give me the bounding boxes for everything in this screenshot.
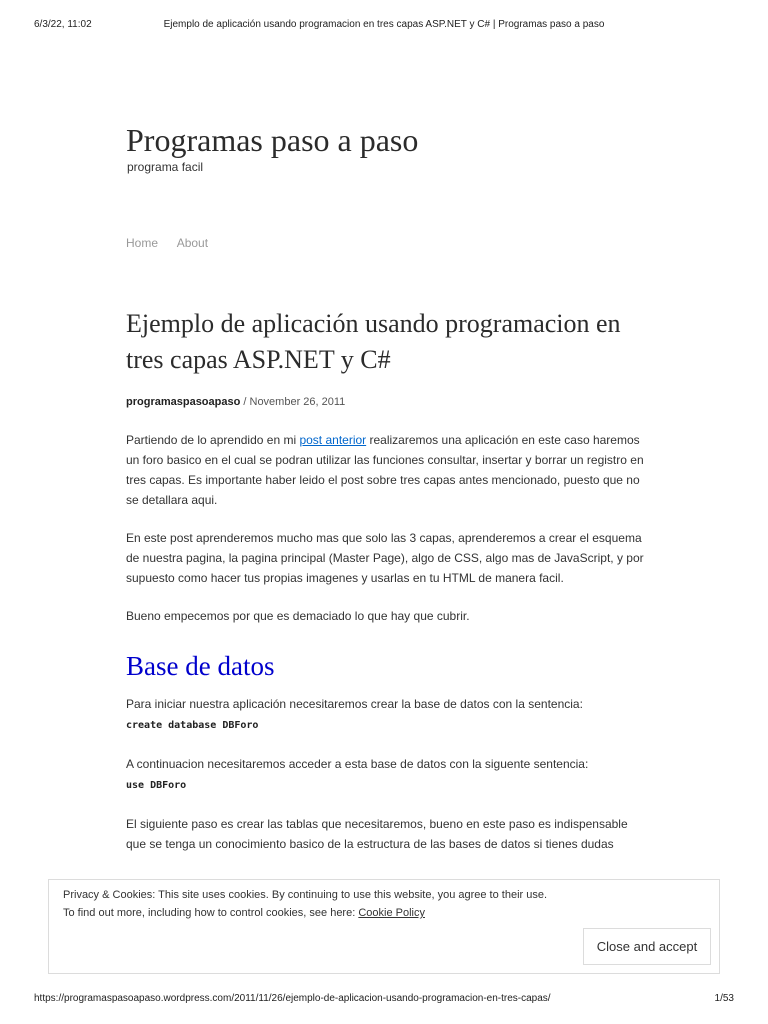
section-heading-base-de-datos: Base de datos: [126, 651, 275, 681]
print-page-number: 1/53: [714, 993, 734, 1004]
cookie-banner: [48, 879, 720, 974]
post-anterior-link[interactable]: post anterior: [299, 433, 367, 447]
post-paragraph-5: A continuacion necesitaremos acceder a esta base de datos con la siguente sentencia: use DBForo: [126, 757, 589, 791]
site-tagline: programa facil: [127, 160, 204, 174]
post-content: [126, 430, 646, 872]
post-date[interactable]: November 26, 2011: [249, 396, 346, 408]
nav-item-home[interactable]: Home: [126, 236, 159, 250]
print-footer: [0, 993, 768, 1013]
cookie-policy-link[interactable]: Cookie Policy: [358, 907, 425, 919]
close-and-accept-button[interactable]: Close and accept: [583, 928, 711, 965]
byline-separator: /: [240, 396, 250, 408]
print-date: 6/3/22, 11:02: [34, 19, 92, 30]
post-title: Ejemplo de aplicación usando programacion en tres capas ASP.NET y C#: [126, 309, 621, 374]
cookie-text: Privacy & Cookies: This site uses cookies. By continuing to use this website, you agree to their use. To find out more, including how to control cookies, see here: Cookie Policy: [63, 889, 548, 919]
post-paragraph-3: Bueno empecemos por que es demaciado lo que hay que cubrir.: [126, 609, 470, 623]
print-document-title: Ejemplo de aplicación usando programacion en tres capas ASP.NET y C# | Programas paso a paso: [163, 19, 605, 30]
print-url: https://programaspasoapaso.wordpress.com/2011/11/26/ejemplo-de-aplicacion-usando-programacion-en-tres-capas/: [34, 993, 551, 1004]
post-byline: [126, 396, 345, 408]
site-title[interactable]: Programas paso a paso: [126, 122, 419, 158]
print-header: [0, 0, 768, 40]
post-paragraph-4: Para iniciar nuestra aplicación necesitaremos crear la base de datos con la sentencia: create database DBForo: [126, 697, 583, 731]
code-use-database: use DBForo: [126, 780, 187, 791]
main-navigation: [126, 236, 224, 250]
post-author[interactable]: programaspasoapaso: [126, 396, 241, 408]
post-paragraph-6: El siguiente paso es crear las tablas que necesitaremos, bueno en este paso es indispensable que se tenga un conocimiento basico de la estructura de las bases de datos si tienes dudas: [126, 817, 628, 851]
code-create-database: create database DBForo: [126, 720, 259, 731]
post-paragraph-1: Partiendo de lo aprendido en mi post anterior realizaremos una aplicación en este caso haremos un foro basico en el cual se podran utilizar las funciones consultar, insertar y borrar un registro en tres capas. Es importante haber leido el post sobre tres capas antes mencionado, puesto que no se detallara aqui.: [126, 433, 644, 507]
cookie-notice-line: Privacy & Cookies: This site uses cookies. By continuing to use this website, you agree to their use.: [63, 889, 548, 901]
nav-item-about[interactable]: About: [176, 236, 209, 250]
post-paragraph-2: En este post aprenderemos mucho mas que solo las 3 capas, aprenderemos a crear el esquema de nuestra pagina, la pagina principal (Master Page), algo de CSS, algo mas de JavaScript, y por supuesto como hacer tus propias imagenes y usarlas en tu HTML de manera facil.: [126, 531, 644, 585]
